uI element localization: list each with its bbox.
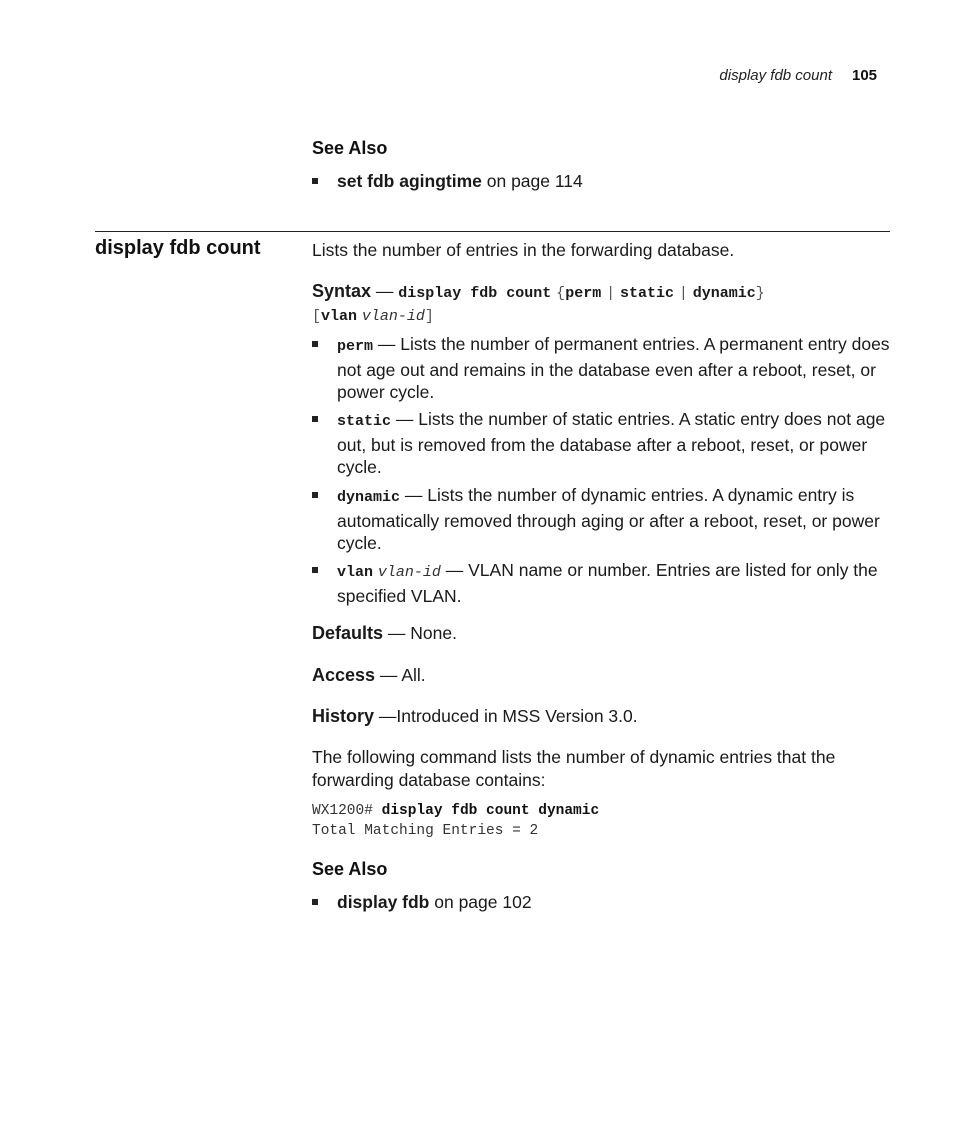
param-item-dynamic (312, 484, 890, 555)
bullet-icon (312, 341, 318, 347)
param-item-vlan (312, 559, 890, 607)
param-desc: — Lists the number of static entries. A static entry does not age out, but is removed from the database after a reboot, reset, or power cycle. (337, 409, 886, 477)
see-also-page-ref: on page 102 (429, 892, 532, 912)
syntax-pipe: | (606, 285, 616, 302)
param-desc: — Lists the number of permanent entries. A permanent entry does not age out and remains in the database even after a reboot, reset, or power cycle. (337, 334, 890, 402)
page-number: 105 (852, 67, 878, 84)
syntax-opt-dynamic: dynamic (692, 285, 756, 302)
param-item-perm (312, 333, 890, 404)
section-title: display fdb count (95, 237, 261, 259)
syntax-vlan-arg: vlan-id (361, 308, 425, 325)
syntax-open-bracket: [ (312, 308, 322, 325)
section-description: Lists the number of entries in the forwarding database. (312, 240, 735, 260)
see-also-item (312, 170, 890, 193)
param-item-static (312, 408, 890, 479)
param-name: dynamic (337, 489, 401, 506)
example-prompt: WX1200# (312, 803, 382, 819)
syntax-open-brace: { (556, 285, 566, 302)
access-text: — All. (375, 665, 426, 685)
section-divider (95, 231, 890, 232)
access-line (312, 664, 882, 687)
param-desc: — VLAN name or number. Entries are listed for only the specified VLAN. (337, 560, 878, 606)
example-code-block (312, 801, 599, 821)
syntax-line-2 (312, 303, 882, 329)
syntax-pipe: | (678, 285, 688, 302)
param-name: vlan (337, 564, 374, 581)
syntax-command: display fdb count (398, 285, 552, 302)
running-header-title: display fdb count (719, 67, 832, 84)
syntax-opt-static: static (619, 285, 674, 302)
defaults-text: — None. (383, 623, 457, 643)
see-also-page-ref: on page 114 (481, 171, 583, 191)
example-command: display fdb count dynamic (381, 803, 600, 819)
defaults-label: Defaults (312, 623, 384, 643)
syntax-vlan-keyword: vlan (321, 308, 358, 325)
bullet-icon (312, 178, 318, 184)
see-also-link[interactable]: set fdb agingtime (337, 171, 482, 191)
syntax-close-bracket: ] (424, 308, 434, 325)
bullet-icon (312, 492, 318, 498)
syntax-label: Syntax (312, 281, 372, 301)
syntax-block (312, 280, 890, 306)
param-desc: — Lists the number of dynamic entries. A dynamic entry is automatically removed through aging or after a reboot, reset, or power cycle. (337, 485, 880, 553)
example-output: Total Matching Entries = 2 (312, 823, 539, 839)
see-also-heading: See Also (312, 859, 388, 879)
bullet-icon (312, 567, 318, 573)
syntax-opt-perm: perm (565, 285, 602, 302)
access-label: Access (312, 665, 376, 685)
see-also-link[interactable]: display fdb (337, 892, 430, 912)
see-also-item (312, 891, 890, 914)
example-intro: The following command lists the number of dynamic entries that the forwarding database contains: (312, 747, 836, 790)
see-also-heading: See Also (312, 138, 388, 158)
syntax-dash: — (371, 281, 399, 301)
history-line (312, 705, 882, 728)
bullet-icon (312, 899, 318, 905)
history-label: History (312, 706, 375, 726)
defaults-line (312, 622, 882, 645)
bullet-icon (312, 416, 318, 422)
history-text: —Introduced in MSS Version 3.0. (374, 706, 638, 726)
param-name: static (337, 413, 392, 430)
param-arg: vlan-id (377, 564, 441, 581)
param-name: perm (337, 338, 374, 355)
syntax-close-brace: } (755, 285, 765, 302)
